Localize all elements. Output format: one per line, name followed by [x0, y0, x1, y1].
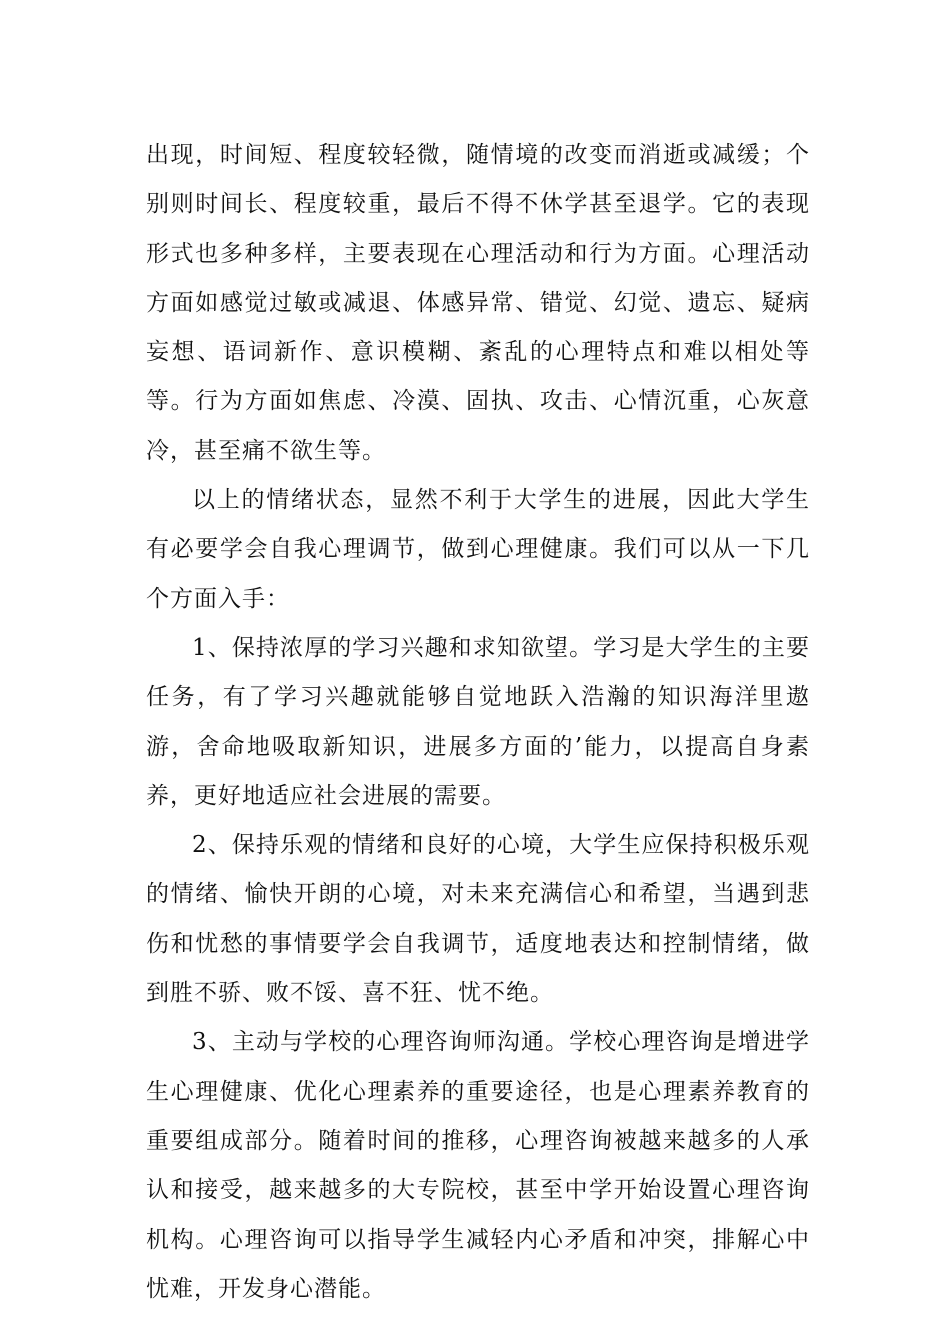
body-text [146, 131, 810, 1314]
paragraph-continuation: 出现，时间短、程度较轻微，随情境的改变而消逝或减缓；个别则时间长、程度较重，最后不得不休学甚至退学。它的表现形式也多种多样，主要表现在心理活动和行为方面。心理活动方面如感觉过敏或减退、体感异常、错觉、幻觉、遗忘、疑病妄想、语词新作、意识模糊、紊乱的心理特点和难以相处等等。行为方面如焦虑、冷漠、固执、攻击、心情沉重，心灰意冷，甚至痛不欲生等。 [146, 142, 810, 464]
paragraph-intro: 以上的情绪状态，显然不利于大学生的进展，因此大学生有必要学会自我心理调节，做到心理健康。我们可以从一下几个方面入手： [146, 487, 810, 612]
paragraph-point-1: 1、保持浓厚的学习兴趣和求知欲望。学习是大学生的主要任务，有了学习兴趣就能够自觉地跃入浩瀚的知识海洋里遨游，舍命地吸取新知识，进展多方面的’能力，以提高自身素养，更好地适应社会进展的需要。 [146, 634, 810, 809]
paragraph-point-2: 2、保持乐观的情绪和良好的心境，大学生应保持积极乐观的情绪、愉快开朗的心境，对未来充满信心和希望，当遇到悲伤和忧愁的事情要学会自我调节，适度地表达和控制情绪，做到胜不骄、败不馁、喜不狂、忧不绝。 [146, 832, 810, 1007]
paragraph-point-3: 3、主动与学校的心理咨询师沟通。学校心理咨询是增进学生心理健康、优化心理素养的重要途径，也是心理素养教育的重要组成部分。随着时间的推移，心理咨询被越来越多的人承认和接受，越来越多的大专院校，甚至中学开始设置心理咨询机构。心理咨询可以指导学生减轻内心矛盾和冲突，排解心中忧难，开发身心潜能。 [146, 1029, 810, 1302]
